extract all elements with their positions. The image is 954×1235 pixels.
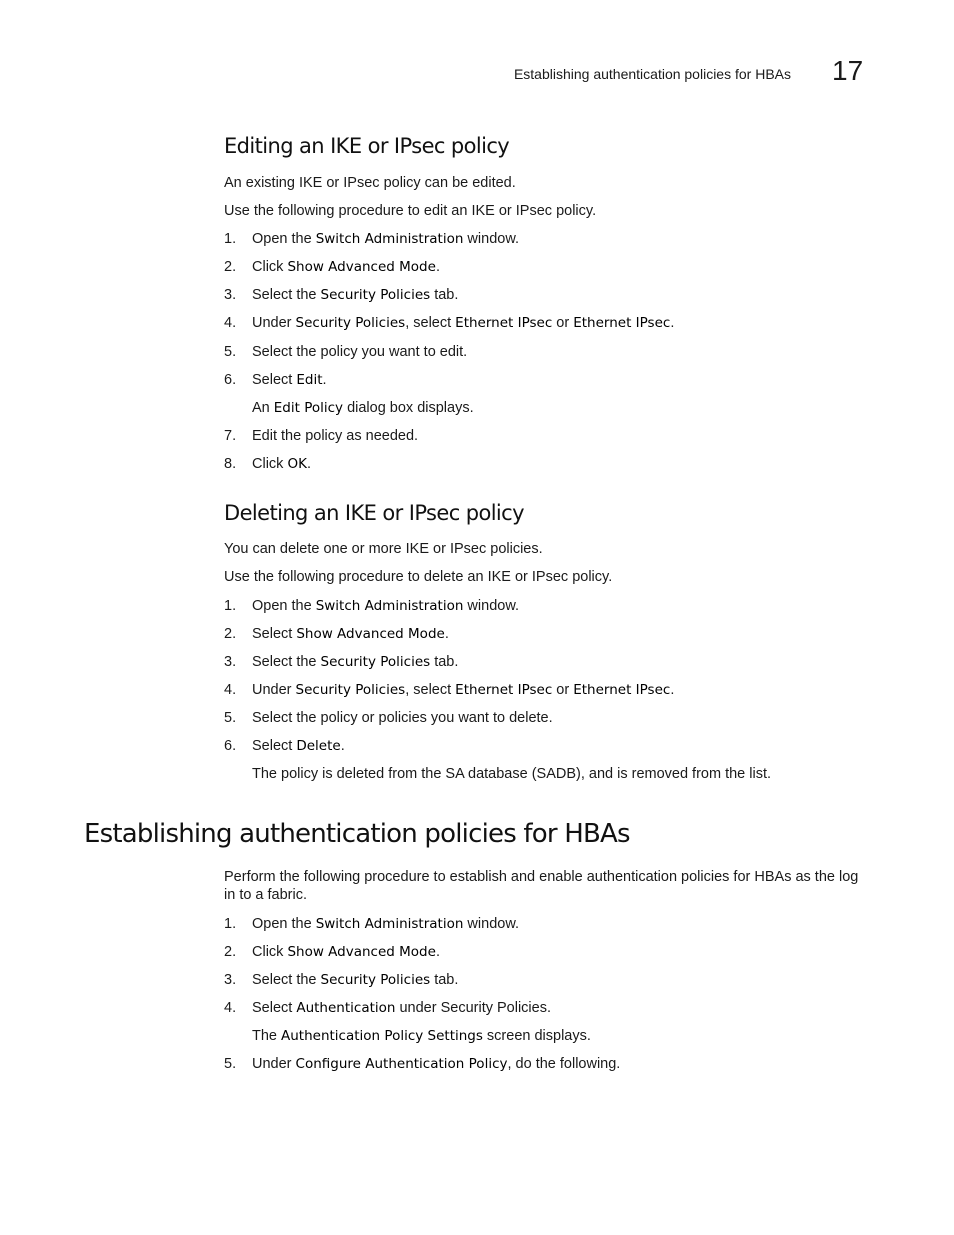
list-item: 3. Select the Security Policies tab. (224, 287, 459, 303)
list-item: 8. Click OK. (224, 456, 311, 472)
ui-term: Delete (296, 738, 341, 754)
delete-intro-2: Use the following procedure to delete an IKE or IPsec policy. (224, 569, 613, 585)
list-item: 5. Select the policy or policies you want to delete. (224, 710, 553, 726)
list-item: 2. Select Show Advanced Mode. (224, 626, 449, 642)
ui-term: Configure Authentication Policy (295, 1056, 508, 1072)
list-item: 3. Select the Security Policies tab. (224, 654, 459, 670)
list-item: 2. Click Show Advanced Mode. (224, 259, 440, 275)
step-number: 2. (224, 259, 237, 275)
ui-term: Security Policies (320, 972, 431, 988)
step-number: 3. (224, 287, 237, 303)
ui-term: Show Advanced Mode (296, 626, 445, 642)
step-number: 5. (224, 710, 237, 726)
step-note: The Authentication Policy Settings screen displays. (252, 1028, 591, 1044)
step-number: 7. (224, 428, 237, 444)
ui-term: OK (287, 456, 307, 472)
list-item: 3. Select the Security Policies tab. (224, 972, 459, 988)
list-item: 4. Under Security Policies, select Ethernet IPsec or Ethernet IPsec. (224, 682, 675, 698)
ui-term: Edit Policy (273, 400, 344, 416)
main-title: Establishing authentication policies for HBAs (84, 819, 630, 849)
ui-term: Authentication Policy Settings (281, 1028, 483, 1044)
ui-term: Security Policies (320, 287, 431, 303)
ui-term: Switch Administration (315, 916, 464, 932)
step-number: 5. (224, 1056, 237, 1072)
step-note: An Edit Policy dialog box displays. (252, 400, 474, 416)
ui-term: Edit (296, 372, 323, 388)
ui-term: Show Advanced Mode (287, 259, 436, 275)
edit-intro-2: Use the following procedure to edit an IKE or IPsec policy. (224, 203, 597, 219)
ui-term: Security Policies (295, 682, 406, 698)
edit-intro-1: An existing IKE or IPsec policy can be edited. (224, 175, 516, 191)
hba-intro: Perform the following procedure to establish and enable authentication policies for HBAs as the log in to a fabric. (224, 869, 859, 903)
ui-term: Security Policies (295, 315, 406, 331)
list-item: 6. Select Delete. (224, 738, 345, 754)
list-item: 1. Open the Switch Administration window. (224, 916, 520, 932)
ui-term: Authentication (296, 1000, 396, 1016)
step-number: 2. (224, 626, 237, 642)
step-number: 4. (224, 682, 237, 698)
step-number: 4. (224, 315, 237, 331)
list-item: 5. Under Configure Authentication Policy, do the following. (224, 1056, 621, 1072)
list-item: 6. Select Edit. (224, 372, 327, 388)
step-number: 3. (224, 972, 237, 988)
ui-term: Ethernet IPsec (573, 315, 671, 331)
step-number: 1. (224, 231, 237, 247)
list-item: 7. Edit the policy as needed. (224, 428, 419, 444)
list-item: 1. Open the Switch Administration window. (224, 231, 520, 247)
chapter-number: 17 (832, 55, 864, 86)
list-item: 2. Click Show Advanced Mode. (224, 944, 440, 960)
step-number: 2. (224, 944, 237, 960)
step-number: 6. (224, 372, 237, 388)
delete-intro-1: You can delete one or more IKE or IPsec policies. (224, 541, 543, 557)
ui-term: Switch Administration (315, 598, 464, 614)
running-header: Establishing authentication policies for HBAs (513, 66, 791, 82)
step-number: 6. (224, 738, 237, 754)
list-item: 5. Select the policy you want to edit. (224, 344, 468, 360)
list-item: 4. Select Authentication under Security Policies. (224, 1000, 551, 1016)
step-note: The policy is deleted from the SA database (SADB), and is removed from the list. (252, 766, 772, 782)
ui-term: Ethernet IPsec (455, 682, 553, 698)
section-title-edit: Editing an IKE or IPsec policy (224, 134, 510, 158)
list-item: 1. Open the Switch Administration window. (224, 598, 520, 614)
ui-term: Security Policies (320, 654, 431, 670)
step-number: 1. (224, 916, 237, 932)
section-title-delete: Deleting an IKE or IPsec policy (224, 501, 524, 525)
step-number: 1. (224, 598, 237, 614)
step-number: 8. (224, 456, 237, 472)
step-number: 4. (224, 1000, 237, 1016)
ui-term: Show Advanced Mode (287, 944, 436, 960)
ui-term: Ethernet IPsec (573, 682, 671, 698)
list-item: 4. Under Security Policies, select Ethernet IPsec or Ethernet IPsec. (224, 315, 675, 331)
ui-term: Switch Administration (315, 231, 464, 247)
ui-term: Ethernet IPsec (455, 315, 553, 331)
step-number: 3. (224, 654, 237, 670)
step-number: 5. (224, 344, 237, 360)
